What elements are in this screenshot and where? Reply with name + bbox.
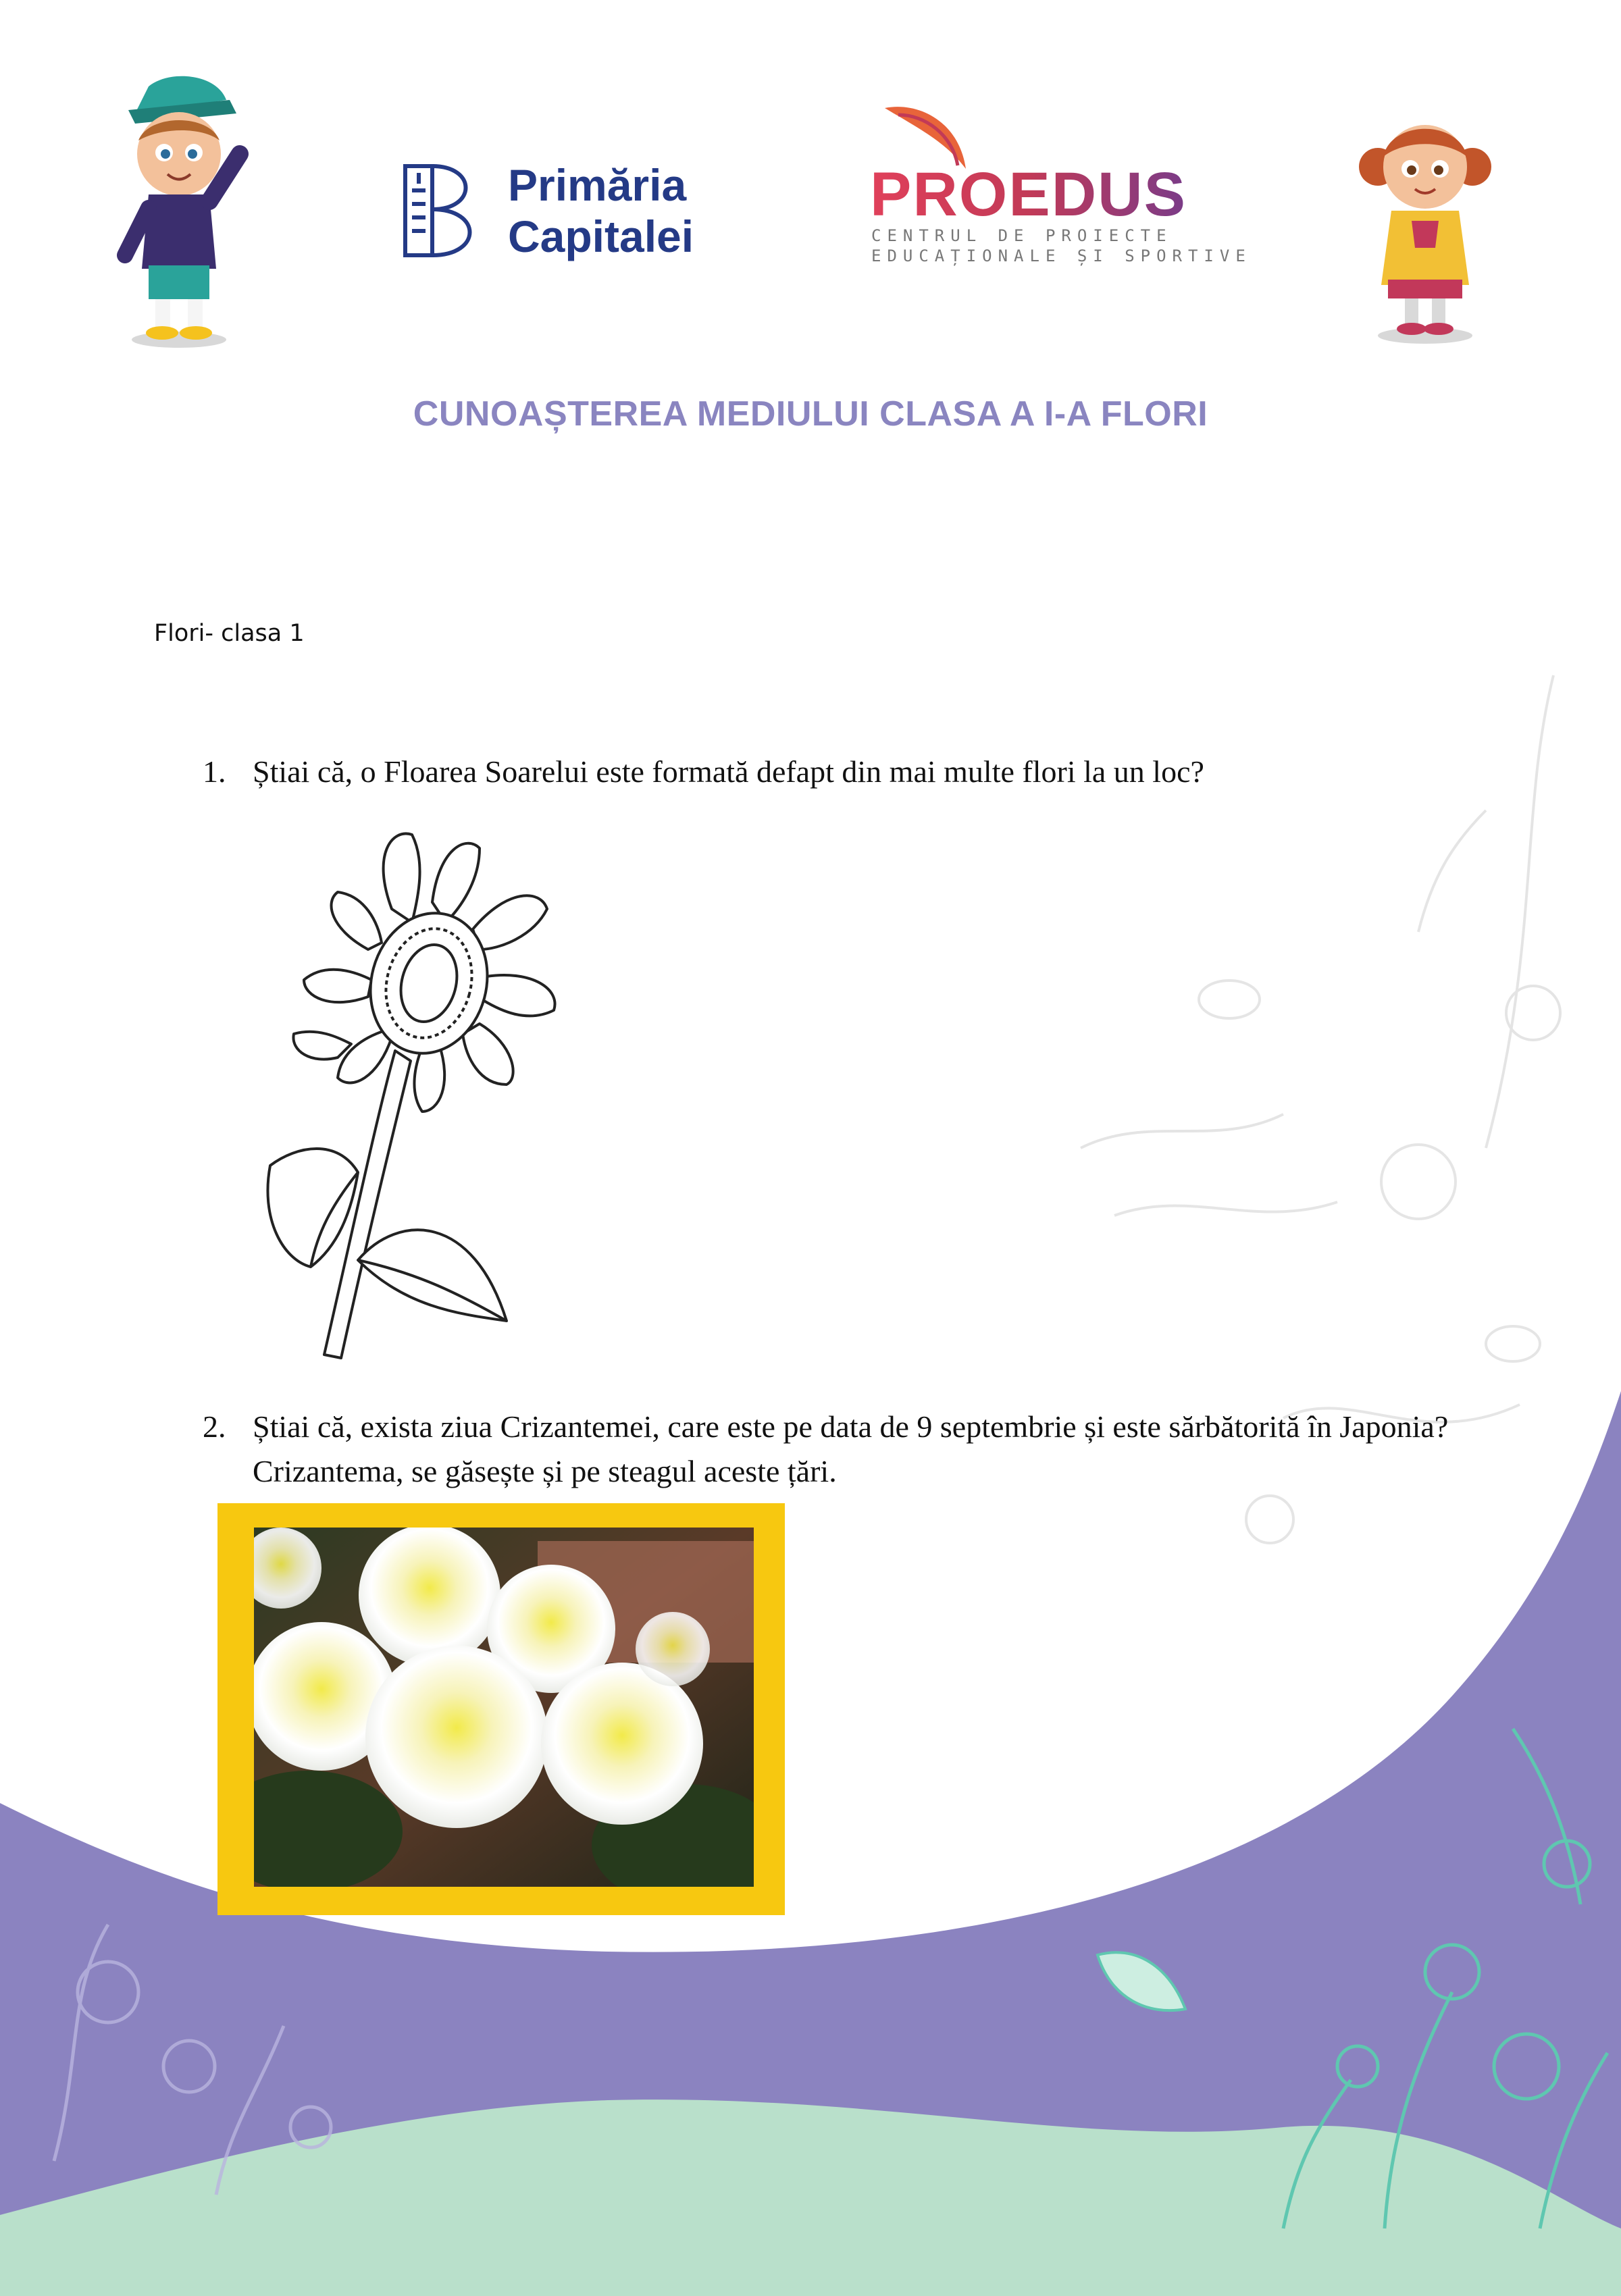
proedus-logo-text: PROEDUS — [870, 160, 1187, 229]
proedus-logo-subtitle — [871, 226, 1252, 266]
primaria-logo-line1: Primăria — [508, 160, 687, 210]
document-subtitle: Flori- clasa 1 — [154, 620, 305, 647]
list-item-2-text: Știai că, exista ziua Crizantemei, care este pe data de 9 septembrie și este sărbătorită în Japonia? Crizantema, se găsește și pe steagul aceste țări. — [253, 1409, 1449, 1488]
list-item-1-number: 1. — [203, 754, 226, 789]
page-title: CUNOAȘTEREA MEDIULUI CLASA A I-A FLORI — [413, 394, 1208, 434]
sunflower-drawing — [257, 828, 635, 1361]
list-item-1-text: Știai că, o Floarea Soarelui este formată defapt din mai multe flori la un loc? — [253, 754, 1204, 789]
chrysanthemum-photo — [254, 1528, 754, 1887]
list-item-2-number: 2. — [203, 1409, 226, 1444]
proedus-sub-line1: CENTRUL DE PROIECTE — [871, 226, 1173, 245]
primaria-logo-text — [508, 159, 694, 262]
primaria-logo-icon — [403, 163, 482, 258]
chrysanthemum-image — [254, 1528, 754, 1887]
girl-mascot — [1351, 103, 1499, 346]
boy-mascot — [108, 73, 250, 350]
proedus-sub-line2: EDUCAȚIONALE ȘI SPORTIVE — [871, 246, 1252, 265]
primaria-logo-line2: Capitalei — [508, 211, 694, 261]
